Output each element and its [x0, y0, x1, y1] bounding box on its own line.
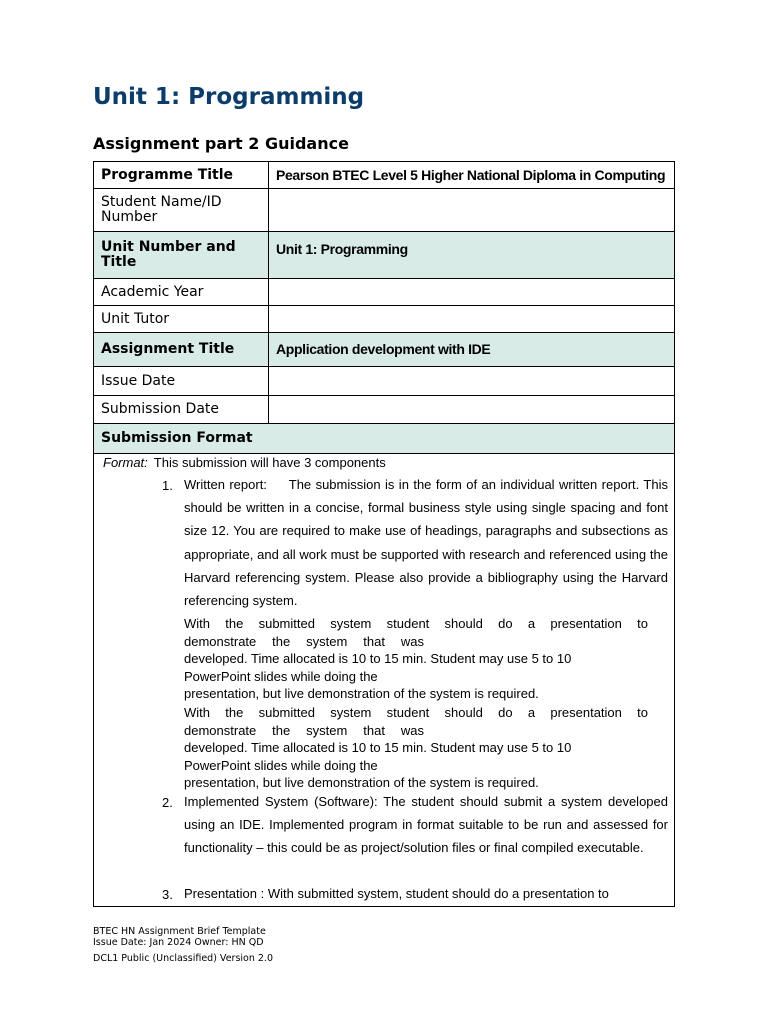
format-line: [103, 455, 386, 470]
table-row: [94, 232, 675, 279]
footer-template: BTEC HN Assignment Brief Template: [93, 926, 266, 937]
unit-number-value: Unit 1: Programming: [269, 232, 675, 279]
unit-tutor-value: [269, 306, 675, 333]
presentation-note: With the submitted system student should do a presentation to demonstrate the system that was developed. Time allocated is 10 to 15 min. Student may use 5 to 10 PowerPoint slides while doing the presentation, but live demonstration of the system is required.: [184, 616, 648, 701]
footer: [93, 926, 266, 948]
unit-tutor-label: Unit Tutor: [94, 306, 269, 333]
programme-title-value: Pearson BTEC Level 5 Higher National Diploma in Computing: [269, 162, 675, 189]
student-name-label: Student Name/ID Number: [94, 189, 269, 232]
list-item-number: 3.: [162, 887, 173, 902]
table-row: [94, 162, 675, 189]
table-row: [94, 189, 675, 232]
presentation-note: With the submitted system student should do a presentation to demonstrate the system that was developed. Time allocated is 10 to 15 min. Student may use 5 to 10 PowerPoint slides while doing the presentation, but live demonstration of the system is required.: [184, 705, 648, 790]
academic-year-value: [269, 279, 675, 306]
page-subtitle: Assignment part 2 Guidance: [93, 134, 349, 153]
unit-number-label: Unit Number and Title: [94, 232, 269, 279]
academic-year-label: Academic Year: [94, 279, 269, 306]
footer-classification: DCL1 Public (Unclassified) Version 2.0: [93, 953, 273, 964]
list-item-text: Written report: The submission is in the form of an individual written report. This should be written in a concise, formal business style using single spacing and font size 12. You are required to make use of headings, paragraphs and subsections as appropriate, and all work must be supported with research and referenced using the Harvard referencing system. Please also provide a bibliography using the Harvard referencing system.: [184, 477, 668, 609]
submission-format-header: Submission Format: [94, 424, 675, 454]
submission-date-value: [269, 396, 675, 424]
table-row: [94, 279, 675, 306]
table-row: [94, 396, 675, 424]
list-item-text: Implemented System (Software): The student should submit a system developed using an IDE. Implemented program in format suitable to be run and assessed for functionality – this could be as project/solution files or final compiled executable.: [184, 794, 668, 856]
assignment-info-table: [93, 161, 675, 454]
table-row: [94, 306, 675, 333]
programme-title-label: Programme Title: [94, 162, 269, 189]
submission-format-content: [93, 451, 675, 907]
table-row: [94, 333, 675, 367]
format-text: This submission will have 3 components: [153, 455, 386, 470]
footer-issue: Issue Date: Jan 2024 Owner: HN QD: [93, 937, 264, 948]
student-name-value: [269, 189, 675, 232]
page-title: Unit 1: Programming: [93, 84, 365, 110]
list-item-number: 1.: [162, 478, 173, 493]
submission-date-label: Submission Date: [94, 396, 269, 424]
assignment-title-label: Assignment Title: [94, 333, 269, 367]
table-row: [94, 424, 675, 454]
issue-date-value: [269, 367, 675, 396]
list-item-text: Presentation : With submitted system, student should do a presentation to: [184, 886, 609, 901]
list-item-number: 2.: [162, 795, 173, 810]
issue-date-label: Issue Date: [94, 367, 269, 396]
assignment-title-value: Application development with IDE: [269, 333, 675, 367]
format-label: Format:: [103, 455, 148, 470]
table-row: [94, 367, 675, 396]
